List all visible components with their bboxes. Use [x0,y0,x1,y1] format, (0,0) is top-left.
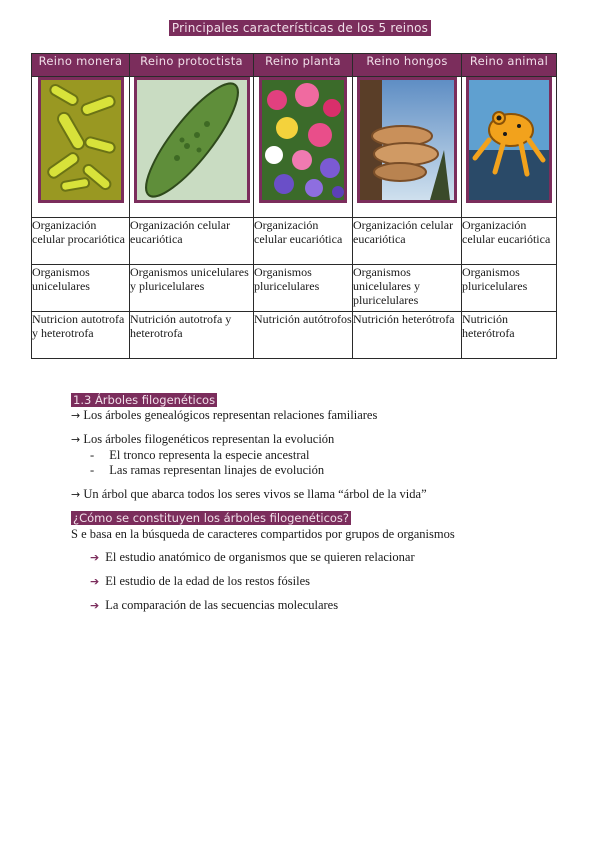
bullet-arrow-icon: ➔ [90,551,100,564]
bullet-arrow-icon: ➔ [90,599,100,612]
nutricion-planta: Nutrición autótrofos [254,312,353,359]
organizacion-hongos: Organización celular eucariótica [353,218,462,265]
kingdoms-table [31,53,557,359]
image-cell-monera [32,77,130,218]
line-filogeneticos-text: Los árboles filogenéticos representan la evolución [83,432,335,446]
organizacion-monera: Organización celular procariótica [32,218,130,265]
organismos-monera: Organismos unicelulares [32,265,130,312]
protoctist-image [134,77,250,203]
sub-ramas [90,463,324,478]
nutricion-hongos: Nutrición heterótrofa [353,312,462,359]
organismos-planta: Organismos pluricelulares [254,265,353,312]
organizacion-animal: Organización celular eucariótica [462,218,557,265]
line-arbol-vida [71,487,427,502]
sub-ramas-text: Las ramas representan linajes de evolución [109,463,325,477]
bacteria-image [38,77,124,203]
nutricion-animal: Nutrición heterótrofa [462,312,557,359]
intro-text: S e basa en la búsqueda de caracteres compartidos por grupos de organismos [71,527,455,541]
bullet-item-text: El estudio de la edad de los restos fósiles [105,574,311,588]
line-filogeneticos [71,432,334,447]
section-heading-arboles [71,393,217,408]
line-genealogicos-text: Los árboles genealógicos representan relaciones familiares [83,408,378,422]
mushroom-image [357,77,457,203]
line-genealogicos [71,408,377,423]
dash-marker: - [90,463,95,477]
organismos-animal: Organismos pluricelulares [462,265,557,312]
header-protoctista: Reino protoctista [130,54,254,77]
organismos-hongos: Organismos unicelulares y pluricelulares [353,265,462,312]
page-title-wrap [0,19,600,37]
section-heading-text: 1.3 Árboles filogenéticos [73,393,216,407]
nutricion-protoctista: Nutrición autotrofa y heterotrofa [130,312,254,359]
sub-tronco-text: El tronco representa la especie ancestral [109,448,310,462]
dash-marker: - [90,448,95,462]
header-hongos: Reino hongos [353,54,462,77]
bullet-item-3 [90,598,338,613]
frog-image [466,77,552,203]
arrow-icon: → [71,488,81,501]
bullet-item-1 [90,550,415,565]
organismos-protoctista: Organismos unicelulares y pluricelulares [130,265,254,312]
image-cell-hongos [353,77,462,218]
intro-line [71,527,455,542]
nutricion-monera: Nutricion autotrofa y heterotrofa [32,312,130,359]
header-animal: Reino animal [462,54,557,77]
organizacion-planta: Organización celular eucariótica [254,218,353,265]
section-heading-como-text: ¿Cómo se constituyen los árboles filogenéticos? [73,511,350,525]
bullet-item-text: El estudio anatómico de organismos que se quieren relacionar [105,550,415,564]
image-cell-protoctista [130,77,254,218]
page-title: Principales características de los 5 reinos [169,20,431,36]
bullet-arrow-icon: ➔ [90,575,100,588]
line-arbol-vida-text: Un árbol que abarca todos los seres vivos se llama “árbol de la vida” [83,487,427,501]
sub-tronco [90,448,310,463]
flowers-image [259,77,347,203]
header-planta: Reino planta [254,54,353,77]
section-heading-como [71,511,351,526]
image-cell-planta [254,77,353,218]
organizacion-protoctista: Organización celular eucariótica [130,218,254,265]
arrow-icon: → [71,409,81,422]
arrow-icon: → [71,433,81,446]
bullet-item-text: La comparación de las secuencias moleculares [105,598,339,612]
bullet-item-2 [90,574,310,589]
image-cell-animal [462,77,557,218]
header-monera: Reino monera [32,54,130,77]
